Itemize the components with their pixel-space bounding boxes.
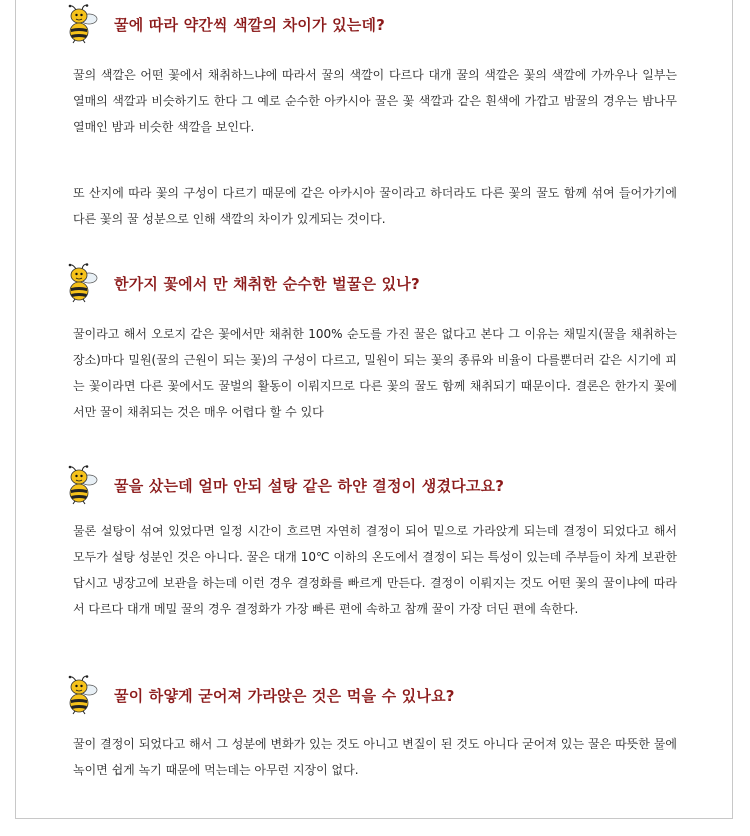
- body-paragraph: 꿀의 색깔은 어떤 꽃에서 채취하느냐에 따라서 꿀의 색깔이 다르다 대개 꿀의 색깔은 꽃의 색깔에 가까우나 일부는 열매의 색깔과 비슷하기도 한다 그 예로 순수한 아카시아 꿀은 꽃 색깔과 같은 흰색에 가깝고 밤꿀의 경우는 밤나무 열매인 밤과 비슷한 색깔을 보인다.: [73, 68, 677, 134]
- section-title: 한가지 꽃에서 만 채취한 순수한 벌꿀은 있나?: [114, 275, 420, 293]
- body-paragraph: 또 산지에 따라 꽃의 구성이 다르기 때문에 같은 아카시아 꿀이라고 하더라도 다른 꽃의 꿀도 함께 섞여 들어가기에 다른 꽃의 꿀 성분으로 인해 색깔의 차이가 있게되는 것이다.: [73, 186, 677, 226]
- body-paragraph: 꿀이 결정이 되었다고 해서 그 성분에 변화가 있는 것도 아니고 변질이 된 것도 아니다 굳어져 있는 꿀은 따뜻한 물에 녹이면 쉽게 녹기 때문에 먹는데는 아무런 지장이 없다.: [73, 737, 677, 777]
- bee-icon: [62, 675, 100, 715]
- section-title: 꿀을 샀는데 얼마 안되 설탕 같은 하얀 결정이 생겼다고요?: [114, 477, 505, 495]
- body-paragraph: 물론 설탕이 섞여 있었다면 일정 시간이 흐르면 자연히 결정이 되어 밑으로 가라앉게 되는데 결정이 되었다고 해서 모두가 설탕 성분인 것은 아니다. 꿀은 대개 10℃ 이하의 온도에서 결정이 되는 특성이 있는데 주부들이 차게 보관한답시고 냉장고에 보관을 하는데 이런 경우 결정화를 빠르게 만든다. 결정이 이뤄지는 것도 어떤 꽃의 꿀이냐에 따라서 다르다 대개 메밀 꿀의 경우 결정화가 가장 빠른 편에 속하고 참깨 꿀이 가장 더딘 편에 속한다.: [73, 524, 677, 616]
- section-heading: [62, 4, 682, 44]
- section-eat-crystallized: [62, 675, 682, 777]
- section-heading: [62, 263, 682, 303]
- section-title: 꿀에 따라 약간씩 색깔의 차이가 있는데?: [114, 16, 386, 34]
- section-pure-honey: [62, 263, 682, 419]
- bee-icon: [62, 4, 100, 44]
- body-paragraph: 꿀이라고 해서 오로지 같은 꽃에서만 채취한 100% 순도를 가진 꿀은 없다고 본다 그 이유는 채밀지(꿀을 채취하는 장소)마다 밀원(꿀의 근원이 되는 꽃)의 구성이 다르고, 밀원이 되는 꽃의 종류와 비율이 다를뿐더러 같은 시기에 피는 꽃이라면 다른 꽃에서도 꿀벌의 활동이 이뤄지므로 다른 꽃의 꿀도 함께 채취되기 때문이다. 결론은 한가지 꽃에서만 꿀이 채취되는 것은 매우 어렵다 할 수 있다: [73, 327, 677, 419]
- section-heading: [62, 675, 682, 715]
- section-crystallization: [62, 465, 682, 616]
- section-color-difference: [62, 4, 682, 226]
- bee-icon: [62, 465, 100, 505]
- section-title: 꿀이 하얗게 굳어져 가라앉은 것은 먹을 수 있나요?: [114, 687, 455, 705]
- section-heading: [62, 465, 682, 505]
- bee-icon: [62, 263, 100, 303]
